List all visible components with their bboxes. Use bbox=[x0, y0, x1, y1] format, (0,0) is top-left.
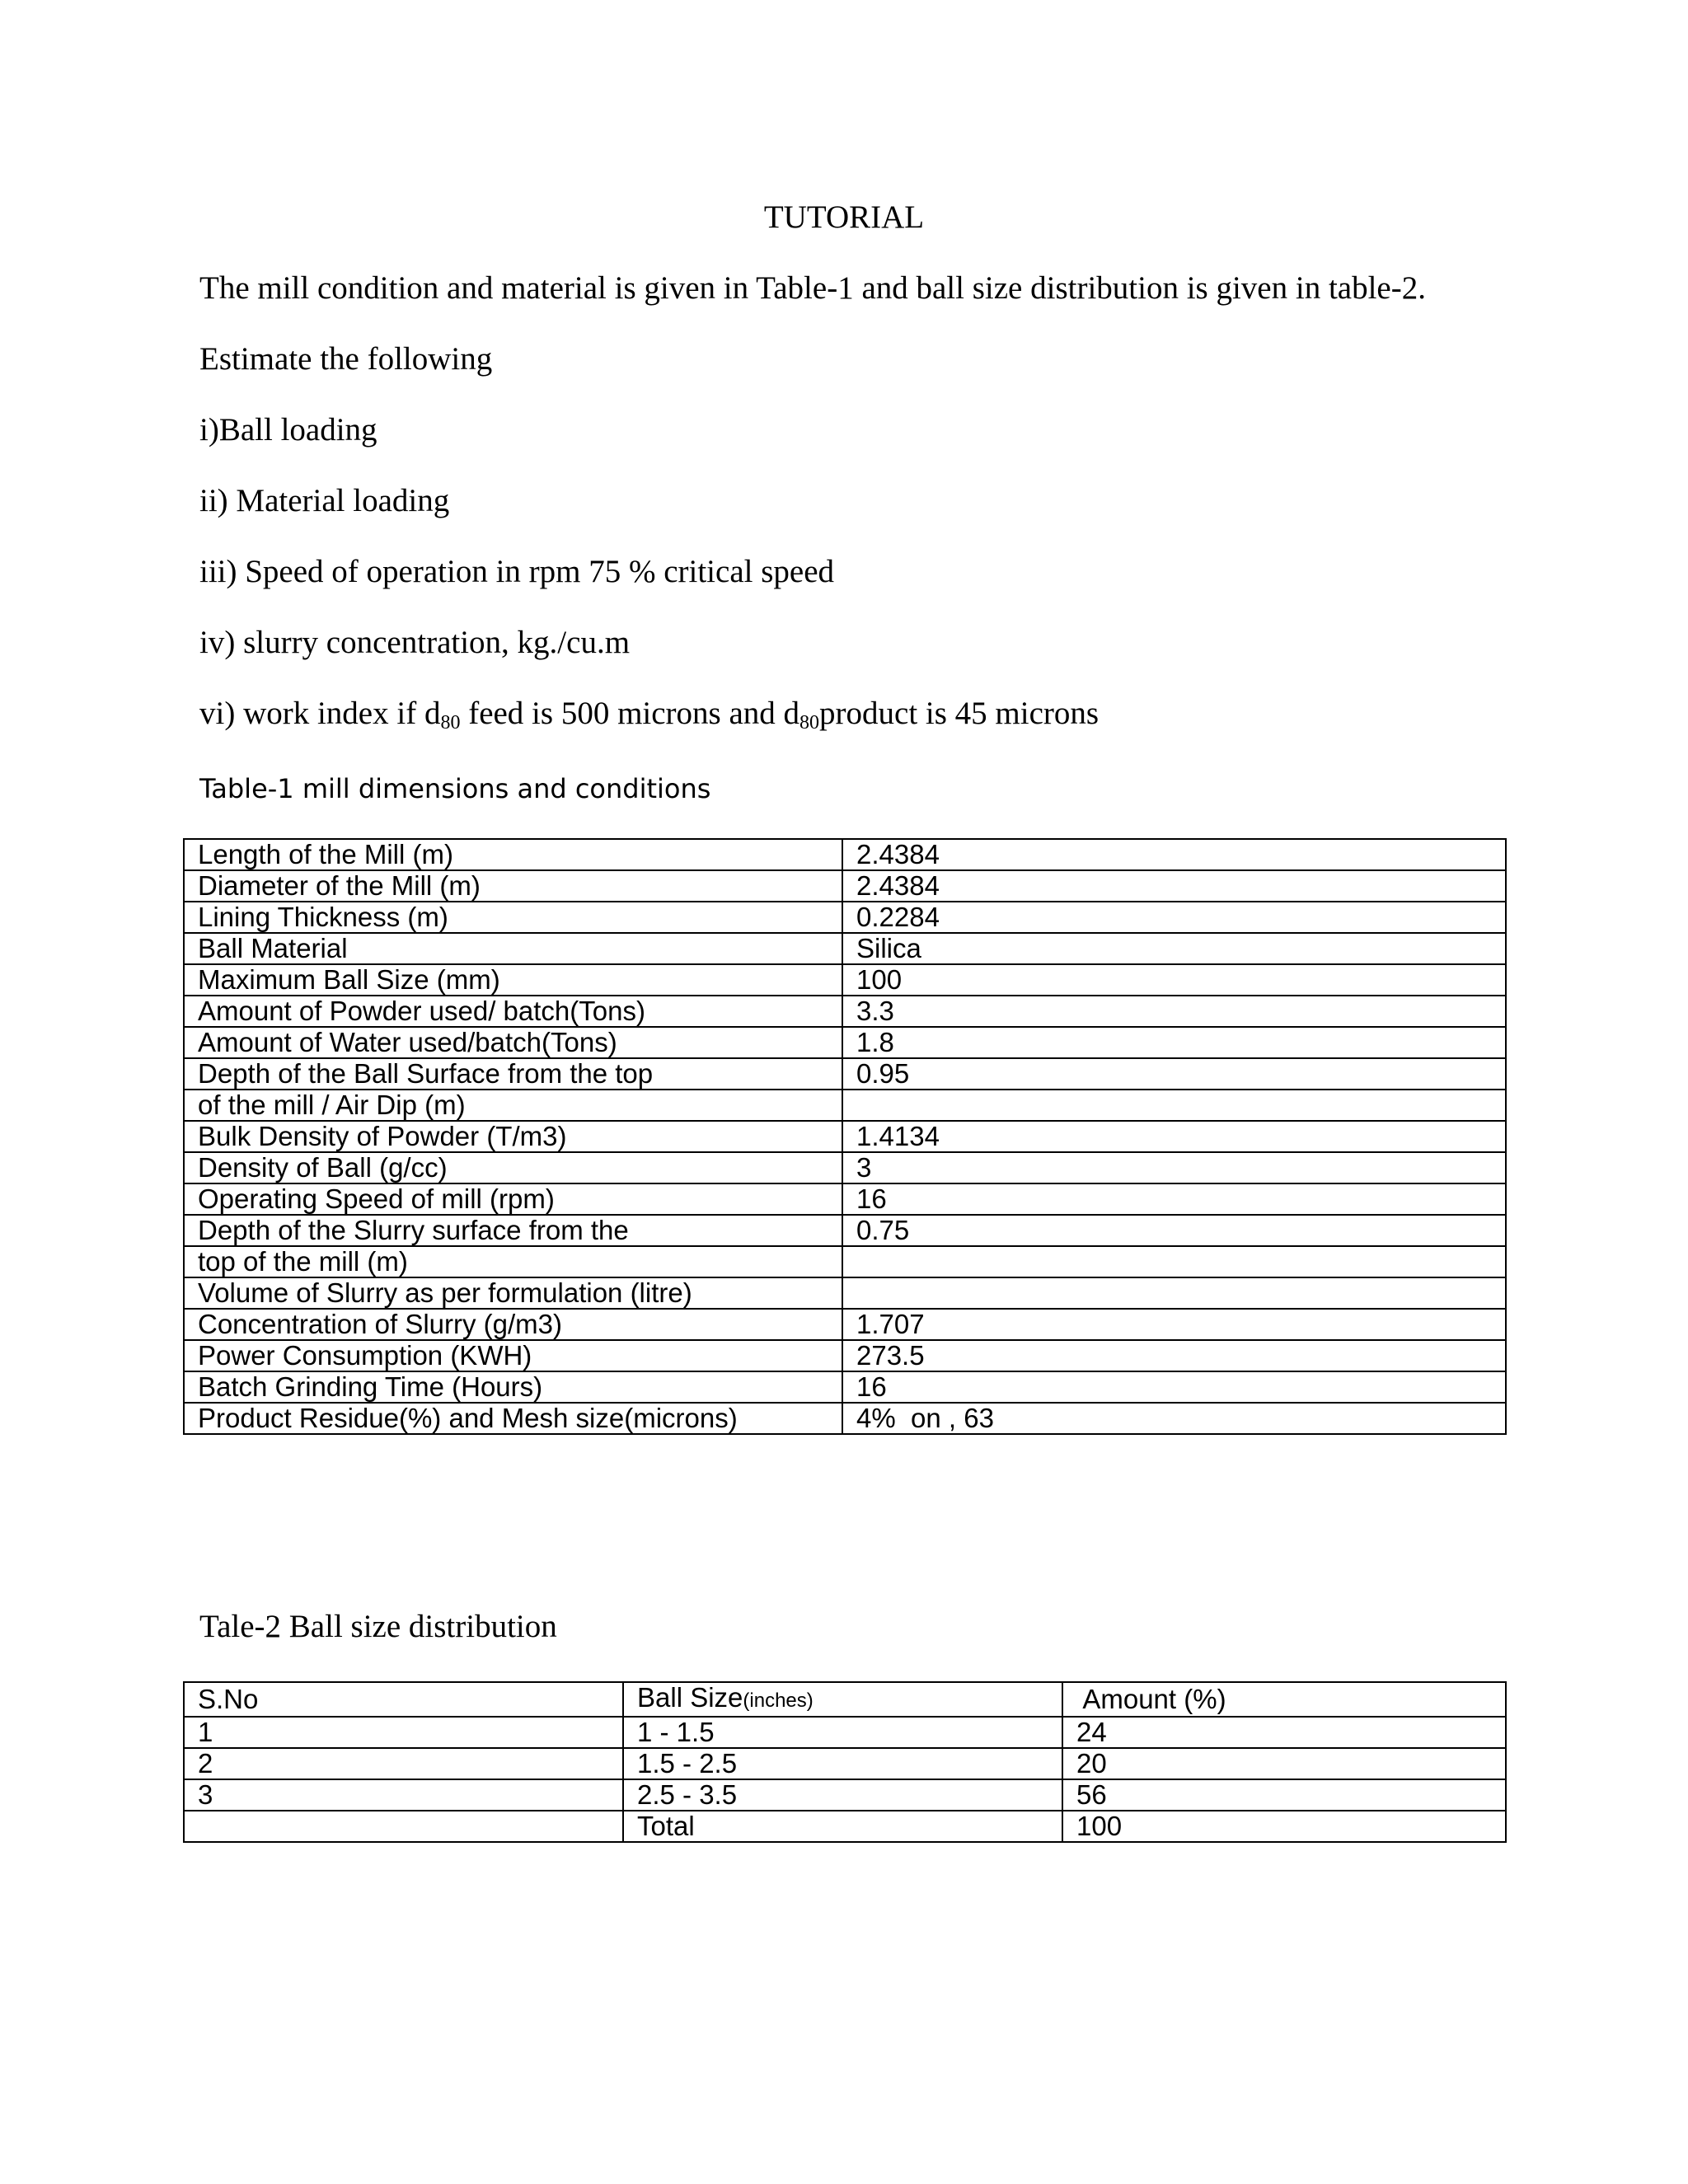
d80-subscript-feed: 80 bbox=[440, 712, 461, 733]
parameter-cell: Ball Material bbox=[184, 933, 842, 964]
table-row bbox=[184, 1246, 1506, 1277]
amount-cell: 24 bbox=[1062, 1717, 1506, 1748]
value-cell: 273.5 bbox=[842, 1340, 1506, 1371]
value-cell: 100 bbox=[842, 964, 1506, 996]
estimate-heading: Estimate the following bbox=[199, 341, 493, 377]
table-row bbox=[184, 1309, 1506, 1340]
header-ball-size bbox=[623, 1682, 1062, 1717]
header-amount: Amount (%) bbox=[1062, 1682, 1506, 1717]
value-cell: 4% on , 63 bbox=[842, 1403, 1506, 1434]
parameter-cell: Lining Thickness (m) bbox=[184, 902, 842, 933]
parameter-cell: Volume of Slurry as per formulation (litre) bbox=[184, 1277, 842, 1309]
ball-size-cell: 1.5 - 2.5 bbox=[623, 1748, 1062, 1779]
table-row bbox=[184, 996, 1506, 1027]
d80-subscript-product: 80 bbox=[799, 712, 820, 733]
value-cell: 1.4134 bbox=[842, 1121, 1506, 1152]
table-row bbox=[184, 1277, 1506, 1309]
value-cell: 0.95 bbox=[842, 1058, 1506, 1090]
ball-size-cell: Total bbox=[623, 1811, 1062, 1842]
parameter-cell: Amount of Water used/batch(Tons) bbox=[184, 1027, 842, 1058]
table-row bbox=[184, 1183, 1506, 1215]
amount-cell: 56 bbox=[1062, 1779, 1506, 1811]
value-cell bbox=[842, 1090, 1506, 1121]
table-row bbox=[184, 1121, 1506, 1152]
value-cell: 0.75 bbox=[842, 1215, 1506, 1246]
mill-conditions-table-body bbox=[184, 839, 1506, 1434]
ball-size-cell: 2.5 - 3.5 bbox=[623, 1779, 1062, 1811]
parameter-cell: Amount of Powder used/ batch(Tons) bbox=[184, 996, 842, 1027]
value-cell: 1.707 bbox=[842, 1309, 1506, 1340]
table-row bbox=[184, 839, 1506, 870]
parameter-cell: Batch Grinding Time (Hours) bbox=[184, 1371, 842, 1403]
table-row bbox=[184, 1371, 1506, 1403]
value-cell: Silica bbox=[842, 933, 1506, 964]
parameter-cell: Depth of the Ball Surface from the top bbox=[184, 1058, 842, 1090]
parameter-cell: Diameter of the Mill (m) bbox=[184, 870, 842, 902]
parameter-cell: Operating Speed of mill (rpm) bbox=[184, 1183, 842, 1215]
table-row bbox=[184, 1152, 1506, 1183]
ball-size-distribution-body bbox=[184, 1717, 1506, 1842]
header-sno: S.No bbox=[184, 1682, 623, 1717]
table-row bbox=[184, 1215, 1506, 1246]
value-cell: 16 bbox=[842, 1183, 1506, 1215]
work-index-text-1: vi) work index if d bbox=[199, 696, 441, 731]
item-slurry-concentration: iv) slurry concentration, kg./cu.m bbox=[199, 625, 631, 660]
table-header-row bbox=[184, 1682, 1506, 1717]
amount-cell: 100 bbox=[1062, 1811, 1506, 1842]
table-row bbox=[184, 933, 1506, 964]
value-cell: 16 bbox=[842, 1371, 1506, 1403]
value-cell: 2.4384 bbox=[842, 870, 1506, 902]
value-cell bbox=[842, 1277, 1506, 1309]
header-ball-size-label: Ball Size bbox=[637, 1682, 743, 1713]
value-cell: 0.2284 bbox=[842, 902, 1506, 933]
work-index-text-2: feed is 500 microns and d bbox=[460, 696, 800, 731]
table-row bbox=[184, 1058, 1506, 1090]
value-cell: 3.3 bbox=[842, 996, 1506, 1027]
item-speed-of-operation: iii) Speed of operation in rpm 75 % critical speed bbox=[199, 554, 835, 589]
ball-size-distribution-table bbox=[183, 1681, 1507, 1843]
table-row bbox=[184, 1027, 1506, 1058]
amount-cell: 20 bbox=[1062, 1748, 1506, 1779]
sno-cell bbox=[184, 1811, 623, 1842]
item-material-loading: ii) Material loading bbox=[199, 483, 450, 518]
parameter-cell: Bulk Density of Powder (T/m3) bbox=[184, 1121, 842, 1152]
table-row bbox=[184, 1340, 1506, 1371]
page-title: TUTORIAL bbox=[763, 199, 925, 235]
table-row bbox=[184, 870, 1506, 902]
intro-paragraph: The mill condition and material is given in Table-1 and ball size distribution is given in table-2. bbox=[199, 270, 1426, 306]
ball-size-cell: 1 - 1.5 bbox=[623, 1717, 1062, 1748]
parameter-cell: top of the mill (m) bbox=[184, 1246, 842, 1277]
parameter-cell: Product Residue(%) and Mesh size(microns) bbox=[184, 1403, 842, 1434]
parameter-cell: Length of the Mill (m) bbox=[184, 839, 842, 870]
mill-conditions-table bbox=[183, 838, 1507, 1435]
value-cell: 1.8 bbox=[842, 1027, 1506, 1058]
sno-cell: 2 bbox=[184, 1748, 623, 1779]
value-cell: 3 bbox=[842, 1152, 1506, 1183]
sno-cell: 1 bbox=[184, 1717, 623, 1748]
table-row bbox=[184, 1403, 1506, 1434]
table-row bbox=[184, 964, 1506, 996]
parameter-cell: Density of Ball (g/cc) bbox=[184, 1152, 842, 1183]
parameter-cell: Maximum Ball Size (mm) bbox=[184, 964, 842, 996]
work-index-text-3: product is 45 microns bbox=[819, 696, 1100, 731]
value-cell: 2.4384 bbox=[842, 839, 1506, 870]
parameter-cell: Depth of the Slurry surface from the bbox=[184, 1215, 842, 1246]
table-row bbox=[184, 1717, 1506, 1748]
value-cell bbox=[842, 1246, 1506, 1277]
header-ball-size-unit: (inches) bbox=[743, 1690, 814, 1712]
parameter-cell: Power Consumption (KWH) bbox=[184, 1340, 842, 1371]
item-ball-loading: i)Ball loading bbox=[199, 412, 377, 448]
item-work-index bbox=[199, 694, 1099, 733]
table-row bbox=[184, 1779, 1506, 1811]
table-row bbox=[184, 902, 1506, 933]
parameter-cell: Concentration of Slurry (g/m3) bbox=[184, 1309, 842, 1340]
table2-caption: Tale-2 Ball size distribution bbox=[199, 1609, 557, 1644]
table1-caption: Table-1 mill dimensions and conditions bbox=[199, 773, 711, 804]
table-row bbox=[184, 1811, 1506, 1842]
table-row bbox=[184, 1090, 1506, 1121]
sno-cell: 3 bbox=[184, 1779, 623, 1811]
parameter-cell: of the mill / Air Dip (m) bbox=[184, 1090, 842, 1121]
table-row bbox=[184, 1748, 1506, 1779]
